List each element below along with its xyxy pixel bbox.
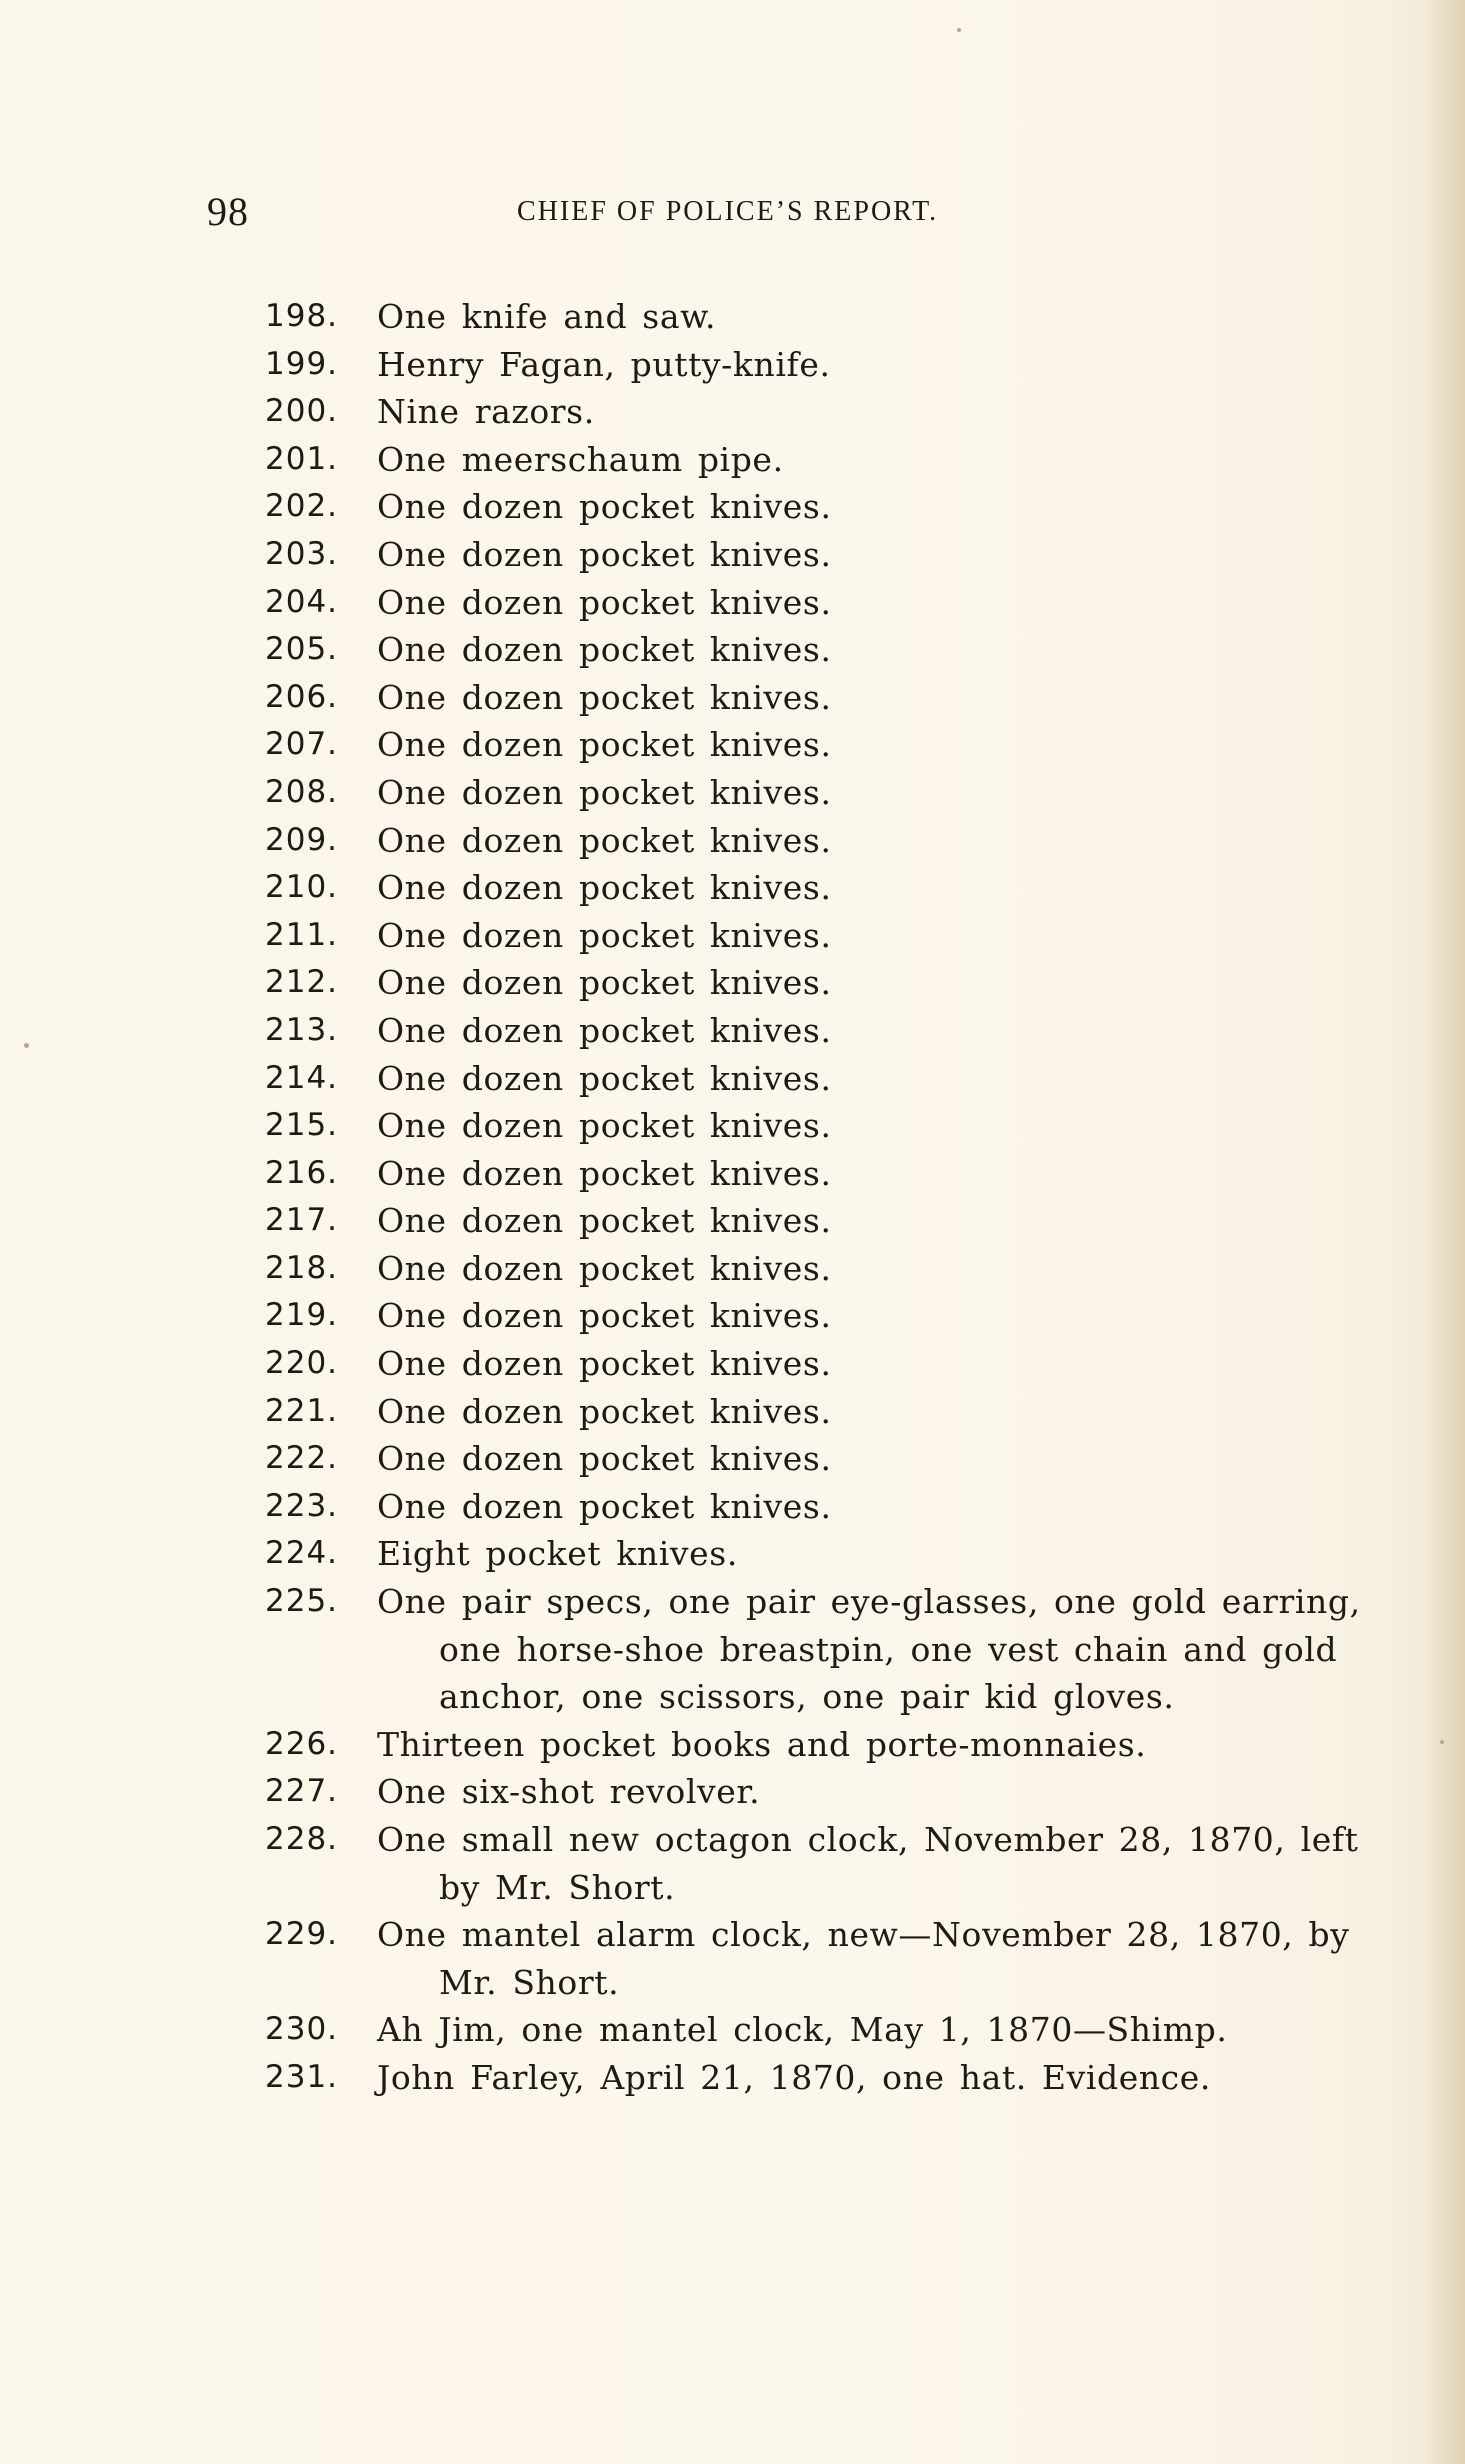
- list-item: [265, 1578, 1365, 1721]
- list-item: [265, 1483, 1365, 1531]
- list-item: [265, 1292, 1365, 1340]
- item-number: 204.: [265, 583, 339, 620]
- list-item: [265, 483, 1365, 531]
- item-number: 216.: [265, 1154, 339, 1191]
- item-description: One knife and saw.: [377, 297, 717, 336]
- list-item: [265, 1721, 1365, 1769]
- list-item: [265, 436, 1365, 484]
- item-description: One dozen pocket knives.: [377, 1439, 832, 1479]
- item-description: One dozen pocket knives.: [377, 725, 832, 765]
- item-number: 219.: [265, 1297, 339, 1334]
- item-number: 209.: [265, 821, 339, 858]
- item-description: One dozen pocket knives.: [377, 1391, 832, 1431]
- item-description: One dozen pocket knives.: [377, 534, 832, 574]
- page-edge-shadow: [1425, 0, 1465, 2464]
- list-item: [265, 1197, 1365, 1245]
- item-number: 228.: [265, 1821, 339, 1857]
- list-item: [265, 341, 1365, 389]
- list-item: [265, 1055, 1365, 1103]
- list-item: [265, 864, 1365, 912]
- item-description: One dozen pocket knives.: [377, 963, 832, 1003]
- item-number: 207.: [265, 726, 339, 763]
- item-description: One dozen pocket knives.: [377, 487, 832, 527]
- item-number: 226.: [265, 1725, 339, 1762]
- item-description: One dozen pocket knives.: [377, 1058, 832, 1098]
- item-number: 227.: [265, 1773, 339, 1810]
- item-number: 221.: [265, 1392, 339, 1429]
- item-description: Ah Jim, one mantel clock, May 1, 1870—Shimp.: [377, 2010, 1228, 2050]
- item-description: Henry Fagan, putty-knife.: [377, 344, 831, 384]
- list-item: [265, 388, 1365, 436]
- item-description: One dozen pocket knives.: [377, 630, 832, 670]
- item-number: 230.: [265, 2011, 339, 2048]
- list-item: [265, 2006, 1365, 2054]
- item-description: One dozen pocket knives.: [377, 677, 832, 717]
- item-number: 213.: [265, 1011, 339, 1048]
- evidence-list: [265, 293, 1365, 2102]
- list-item: [265, 2054, 1365, 2102]
- item-number: 198.: [265, 298, 339, 334]
- list-item: [265, 1530, 1365, 1578]
- item-number: 210.: [265, 869, 339, 906]
- item-number: 223.: [265, 1487, 339, 1524]
- list-item: [265, 1102, 1365, 1150]
- item-description: Eight pocket knives.: [377, 1534, 738, 1574]
- item-number: 225.: [265, 1583, 339, 1620]
- list-item: [265, 1150, 1365, 1198]
- item-number: 215.: [265, 1107, 339, 1144]
- item-description: One dozen pocket knives.: [377, 1296, 832, 1336]
- item-description: One dozen pocket knives.: [377, 1153, 832, 1193]
- item-number: 200.: [265, 393, 339, 430]
- item-description: John Farley, April 21, 1870, one hat. Evidence.: [377, 2057, 1211, 2097]
- item-description: Nine razors.: [377, 392, 595, 432]
- list-item: [265, 959, 1365, 1007]
- item-number: 212.: [265, 964, 339, 1001]
- item-number: 211.: [265, 916, 339, 953]
- list-item: [265, 1007, 1365, 1055]
- item-number: 231.: [265, 2058, 339, 2095]
- item-description: One dozen pocket knives.: [377, 1106, 832, 1146]
- item-number: 206.: [265, 678, 339, 715]
- item-number: 201.: [265, 440, 339, 477]
- list-item: [265, 626, 1365, 674]
- item-description: One small new octagon clock, November 28, 1870, left by Mr. Short.: [377, 1820, 1359, 1907]
- item-description: One six-shot revolver.: [377, 1772, 761, 1812]
- list-item: [265, 721, 1365, 769]
- item-number: 203.: [265, 535, 339, 572]
- list-item: [265, 674, 1365, 722]
- list-item: [265, 1768, 1365, 1816]
- list-item: [265, 531, 1365, 579]
- page-header: [207, 188, 1377, 238]
- list-item: [265, 1340, 1365, 1388]
- page-number: 98: [207, 189, 249, 234]
- item-number: 229.: [265, 1916, 339, 1953]
- list-item: [265, 912, 1365, 960]
- item-number: 217.: [265, 1202, 339, 1239]
- item-description: One dozen pocket knives.: [377, 820, 832, 860]
- item-description: One dozen pocket knives.: [377, 582, 832, 622]
- item-number: 202.: [265, 488, 339, 525]
- list-item: [265, 1816, 1365, 1911]
- list-item: [265, 1435, 1365, 1483]
- paper-fleck: [24, 1043, 29, 1048]
- item-number: 224.: [265, 1535, 339, 1572]
- item-number: 205.: [265, 631, 339, 668]
- list-item: [265, 293, 1365, 341]
- list-item: [265, 579, 1365, 627]
- list-item: [265, 1388, 1365, 1436]
- item-description: Thirteen pocket books and porte-monnaies.: [377, 1724, 1147, 1764]
- list-item: [265, 817, 1365, 865]
- item-number: 214.: [265, 1059, 339, 1096]
- running-title: CHIEF OF POLICE’S REPORT.: [517, 196, 939, 227]
- item-description: One dozen pocket knives.: [377, 1344, 832, 1384]
- item-description: One dozen pocket knives.: [377, 772, 832, 812]
- item-number: 199.: [265, 345, 339, 382]
- item-description: One dozen pocket knives.: [377, 1010, 832, 1050]
- list-item: [265, 769, 1365, 817]
- item-number: 220.: [265, 1345, 339, 1382]
- item-description: One dozen pocket knives.: [377, 868, 832, 908]
- item-description: One pair specs, one pair eye-glasses, one gold earring, one horse-shoe breastpin, one vest chain and gold anchor, one scissors, one pair kid gloves.: [377, 1582, 1361, 1717]
- item-description: One dozen pocket knives.: [377, 915, 832, 955]
- item-description: One dozen pocket knives.: [377, 1486, 832, 1526]
- item-number: 208.: [265, 773, 339, 810]
- paper-fleck: [957, 28, 961, 32]
- item-number: 218.: [265, 1249, 339, 1286]
- item-number: 222.: [265, 1440, 339, 1477]
- item-description: One dozen pocket knives.: [377, 1248, 832, 1288]
- item-description: One dozen pocket knives.: [377, 1201, 832, 1241]
- list-item: [265, 1911, 1365, 2006]
- item-description: One mantel alarm clock, new—November 28, 1870, by Mr. Short.: [377, 1915, 1350, 2002]
- paper-fleck: [1440, 1740, 1444, 1744]
- item-description: One meerschaum pipe.: [377, 439, 784, 479]
- list-item: [265, 1245, 1365, 1293]
